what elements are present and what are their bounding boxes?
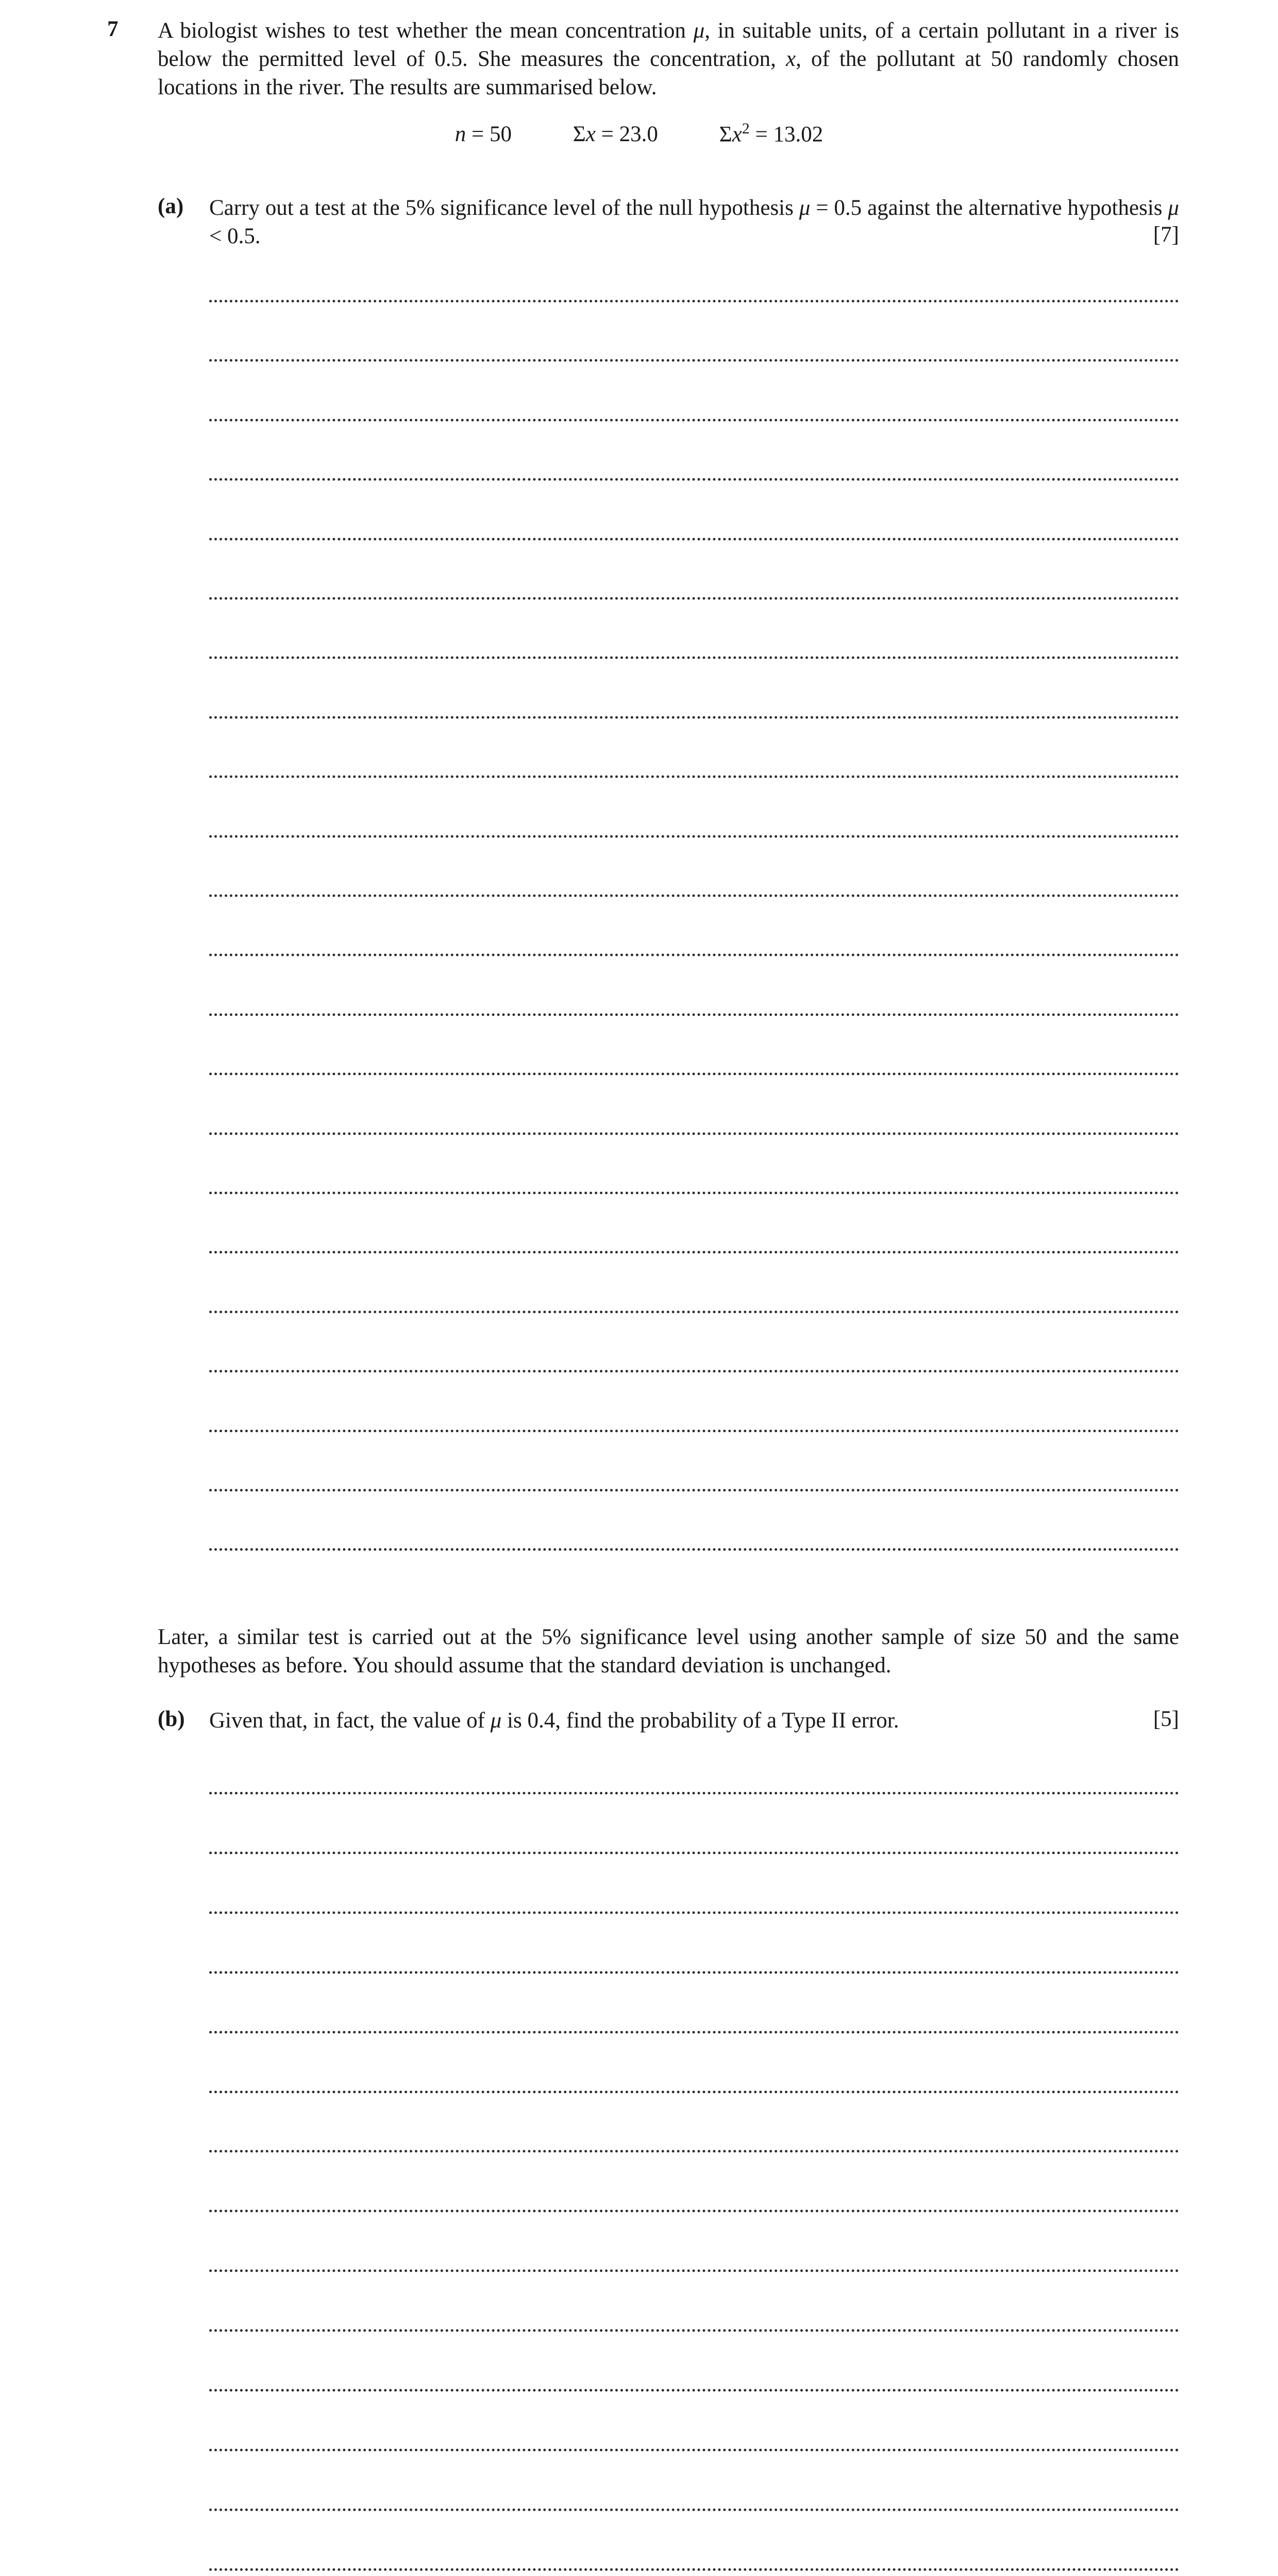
answer-line xyxy=(209,954,1179,956)
answer-line xyxy=(209,300,1179,302)
part-a-text: Carry out a test at the 5% significance level of the null hypothesis μ = 0.5 against the alternative hypothesis μ < 0.5. xyxy=(209,196,1179,248)
answer-line xyxy=(209,1192,1179,1194)
answer-line xyxy=(209,1132,1179,1135)
answer-line xyxy=(209,835,1179,838)
answer-line xyxy=(209,1548,1179,1551)
answer-line xyxy=(209,1311,1179,1313)
part-b-marks: [5] xyxy=(1153,1707,1179,1731)
answer-line xyxy=(209,538,1179,540)
answer-line xyxy=(209,1489,1179,1492)
answer-line xyxy=(209,597,1179,600)
answer-line xyxy=(209,716,1179,719)
intermediate-text: Later, a similar test is carried out at the 5% significance level using another sample of size 50 and the same hypotheses as before. You should assume that the standard deviation is unchanged. xyxy=(158,1625,1179,1677)
summary-statistics xyxy=(0,120,1278,147)
answer-line xyxy=(209,359,1179,362)
answer-line xyxy=(209,2031,1179,2033)
answer-line xyxy=(209,1430,1179,1432)
answer-line xyxy=(209,775,1179,778)
part-a-marks: [7] xyxy=(1153,223,1179,247)
answer-line xyxy=(209,1792,1179,1794)
answer-line xyxy=(209,2091,1179,2093)
answer-line xyxy=(209,2150,1179,2153)
answer-line xyxy=(209,656,1179,659)
answer-line xyxy=(209,2389,1179,2392)
answer-line xyxy=(209,1852,1179,1854)
answer-line xyxy=(209,2509,1179,2511)
answer-line xyxy=(209,1073,1179,1075)
question-number: 7 xyxy=(107,17,119,41)
answer-line xyxy=(209,2269,1179,2272)
answer-line xyxy=(209,2568,1179,2571)
question-stem: A biologist wishes to test whether the mean concentration μ, in suitable units, of a certain pollutant in a river is below the permitted level of 0.5. She measures the concentration, x, of the pollutant at 50 randomly chosen locations in the river. The results are summarised below. xyxy=(158,19,1180,99)
answer-line xyxy=(209,478,1179,481)
answer-line xyxy=(209,1013,1179,1016)
part-a-label: (a) xyxy=(158,194,184,218)
answer-line xyxy=(209,2329,1179,2332)
part-b-label: (b) xyxy=(158,1707,185,1731)
summary-sum-x: Σx = 23.0 xyxy=(573,122,658,147)
answer-line xyxy=(209,894,1179,897)
answer-line xyxy=(209,419,1179,421)
answer-line xyxy=(209,1251,1179,1253)
part-b-text: Given that, in fact, the value of μ is 0.4, find the probability of a Type II error. xyxy=(209,1708,899,1733)
answer-line xyxy=(209,1911,1179,1914)
answer-line xyxy=(209,1971,1179,1974)
summary-sum-x-squared: $\Sigma x^2 = 13.02$ xyxy=(719,120,823,147)
answer-line xyxy=(209,1370,1179,1372)
summary-n: n = 50 xyxy=(455,122,512,147)
answer-line xyxy=(209,2210,1179,2212)
answer-line xyxy=(209,2449,1179,2451)
